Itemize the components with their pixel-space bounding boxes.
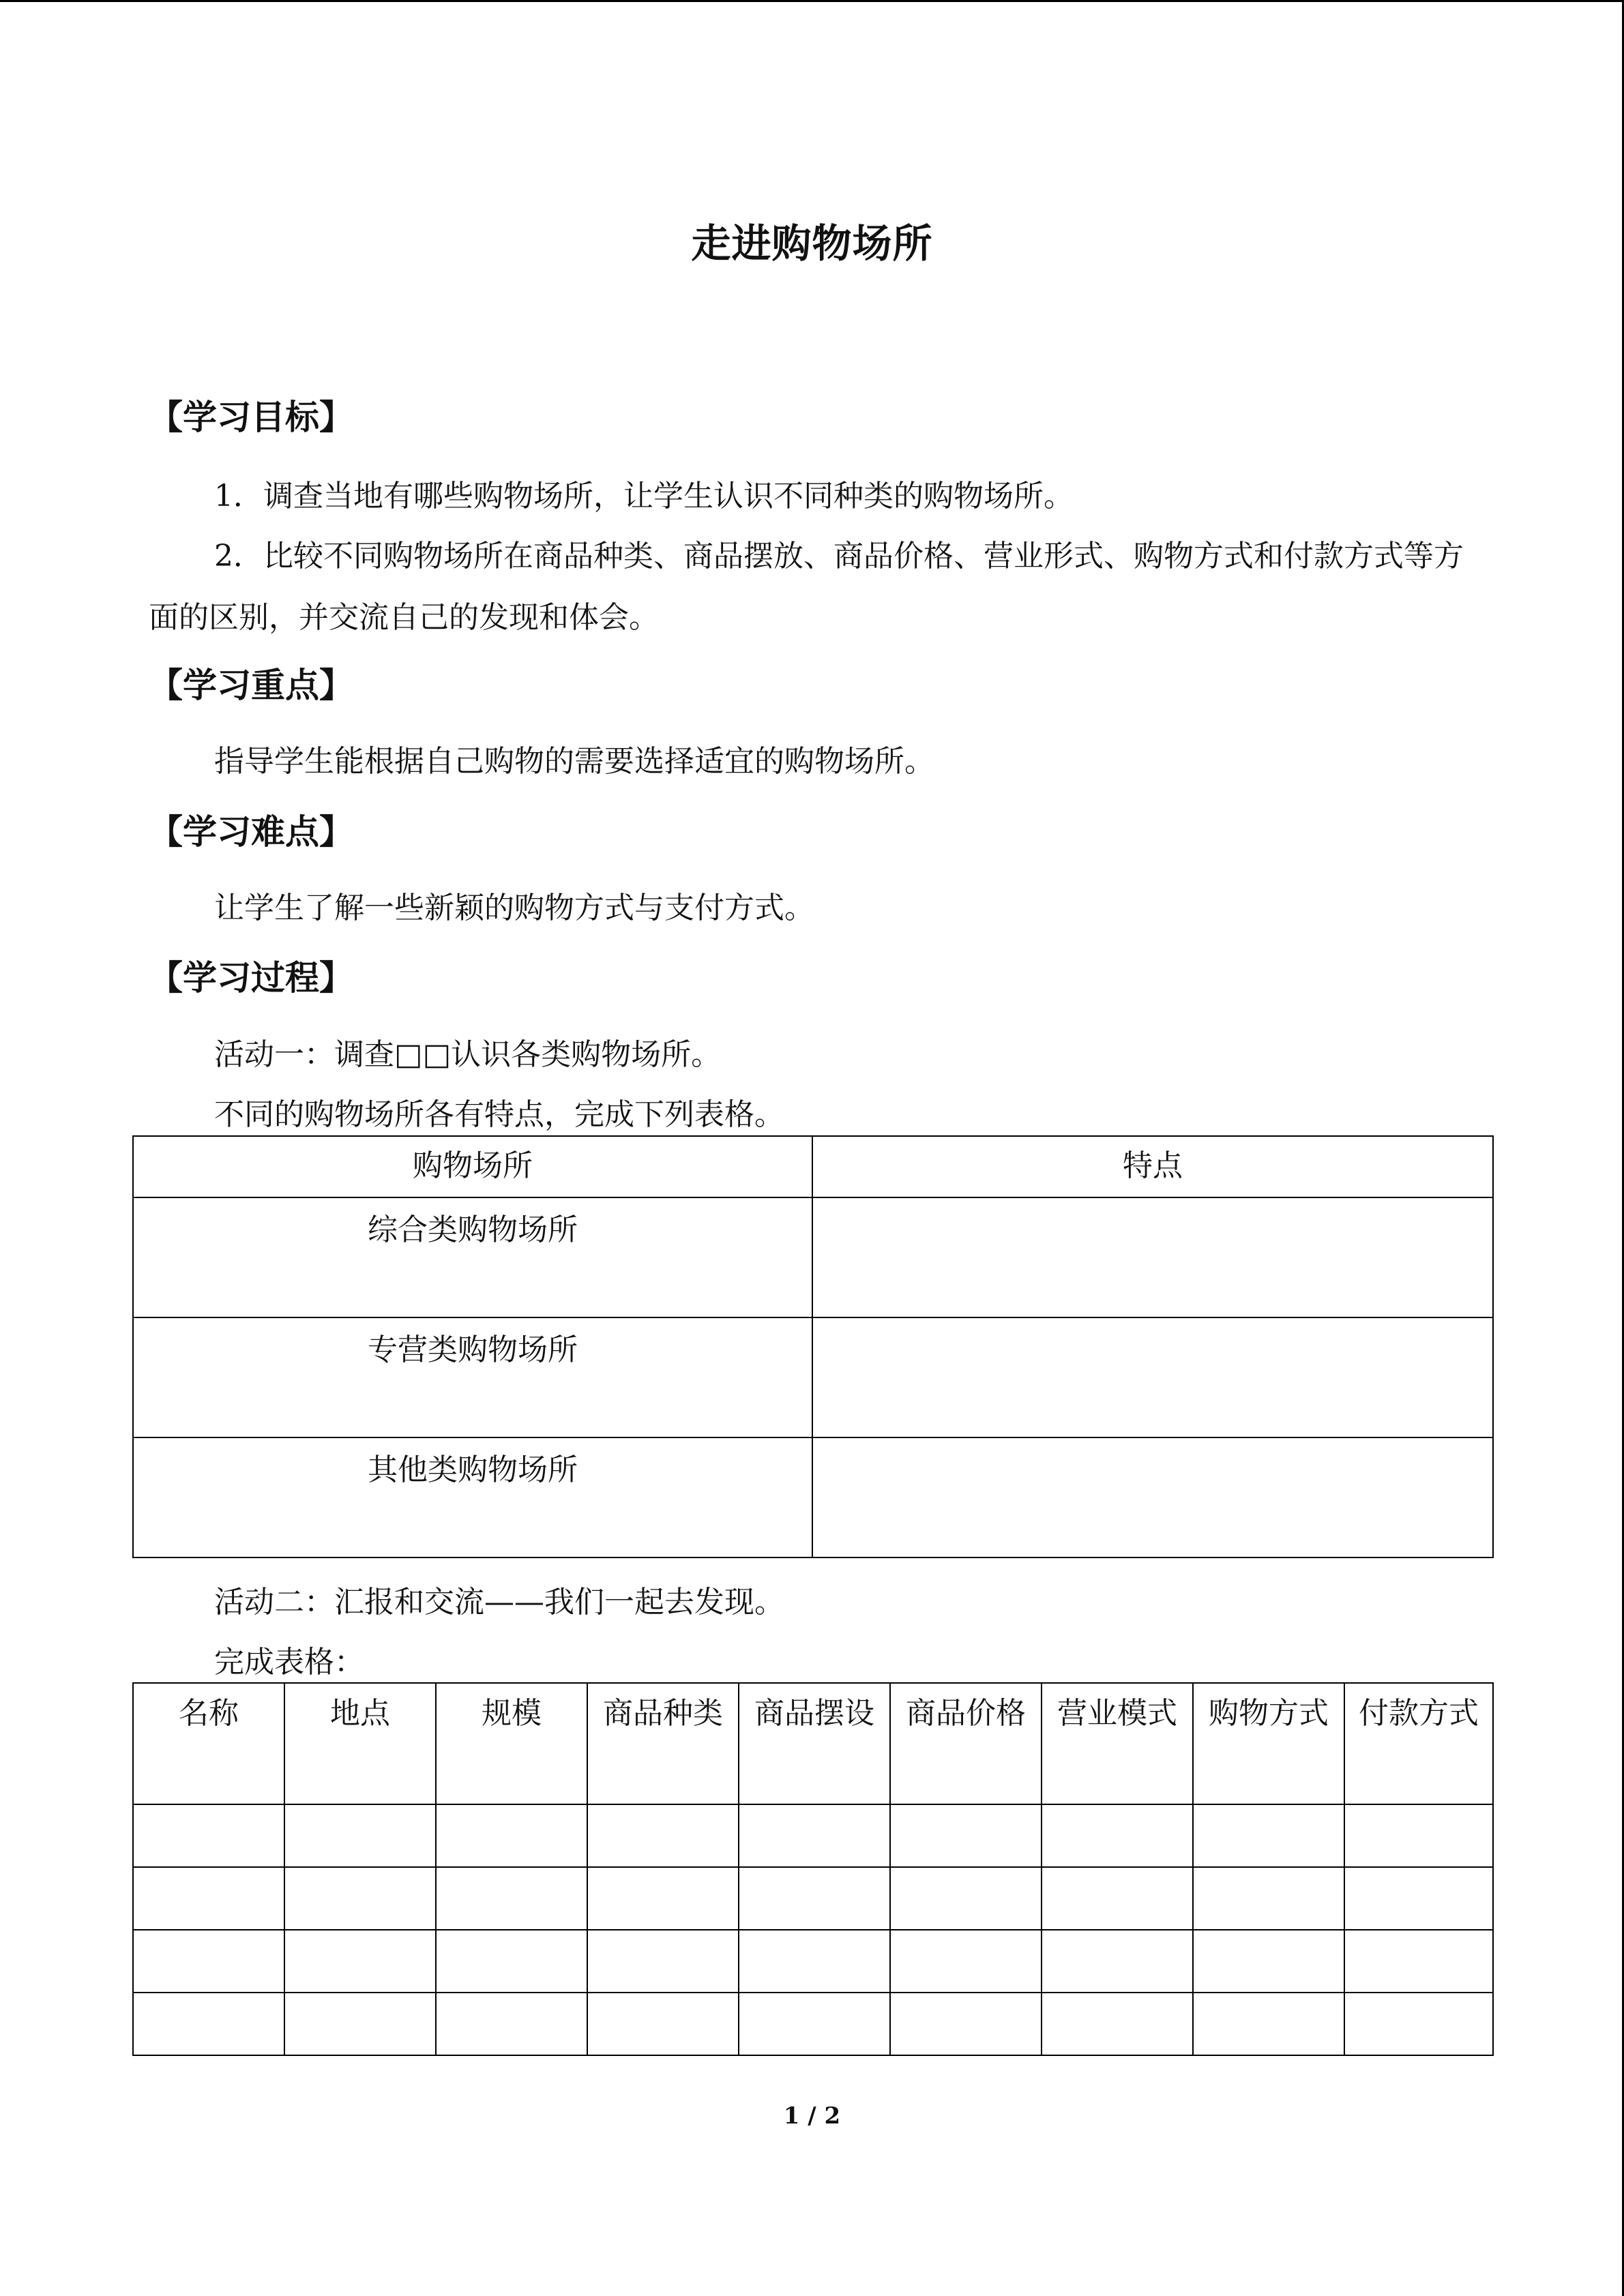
- table-row: [133, 1867, 1493, 1930]
- header-cell-shopping-place: 购物场所: [133, 1136, 812, 1197]
- table-cell[interactable]: [890, 1867, 1042, 1930]
- header-cell-features: 特点: [812, 1136, 1493, 1197]
- table-cell[interactable]: [284, 1930, 436, 1993]
- header-cell-business-mode: 营业模式: [1042, 1683, 1193, 1804]
- table-cell[interactable]: [436, 1930, 587, 1993]
- table-cell[interactable]: [1344, 1930, 1493, 1993]
- difficulties-text: 让学生了解一些新颖的购物方式与支付方式。: [214, 891, 814, 925]
- table-cell[interactable]: [1344, 1867, 1493, 1930]
- comparison-table: [132, 1682, 1494, 2056]
- table-cell[interactable]: [133, 1867, 284, 1930]
- table-cell[interactable]: [1344, 1993, 1493, 2055]
- header-cell-goods-display: 商品摆设: [739, 1683, 890, 1804]
- header-cell-location: 地点: [284, 1683, 436, 1804]
- table-cell[interactable]: [1193, 1930, 1344, 1993]
- features-input-cell[interactable]: [812, 1317, 1493, 1437]
- table-cell[interactable]: [1042, 1930, 1193, 1993]
- features-input-cell[interactable]: [812, 1437, 1493, 1557]
- table-cell[interactable]: [284, 1867, 436, 1930]
- header-cell-goods-price: 商品价格: [890, 1683, 1042, 1804]
- table-cell[interactable]: [1193, 1867, 1344, 1930]
- table-cell[interactable]: [1042, 1804, 1193, 1867]
- goal-item-1: 1．调查当地有哪些购物场所，让学生认识不同种类的购物场所。: [214, 479, 1074, 513]
- row-label-specialty: 专营类购物场所: [133, 1317, 812, 1437]
- table-cell[interactable]: [587, 1993, 739, 2055]
- shopping-place-table: [132, 1135, 1494, 1558]
- table-cell[interactable]: [133, 1804, 284, 1867]
- row-label-other: 其他类购物场所: [133, 1437, 812, 1557]
- table-cell[interactable]: [284, 1804, 436, 1867]
- document-title: 走进购物场所: [691, 220, 933, 267]
- activity-2-title: 活动二：汇报和交流——我们一起去发现。: [214, 1585, 784, 1620]
- heading-key-points: 【学习重点】: [149, 666, 353, 705]
- heading-learning-goals: 【学习目标】: [149, 398, 353, 437]
- table-cell[interactable]: [1193, 1804, 1344, 1867]
- table-row: [133, 1437, 1493, 1557]
- header-cell-goods-category: 商品种类: [587, 1683, 739, 1804]
- table-row: [133, 1930, 1493, 1993]
- table-cell[interactable]: [284, 1993, 436, 2055]
- table-cell[interactable]: [739, 1993, 890, 2055]
- table-cell[interactable]: [1042, 1867, 1193, 1930]
- header-cell-scale: 规模: [436, 1683, 587, 1804]
- header-cell-name: 名称: [133, 1683, 284, 1804]
- features-input-cell[interactable]: [812, 1197, 1493, 1317]
- activity-1-title: 活动一：调查□□认识各类购物场所。: [214, 1037, 722, 1072]
- table-cell[interactable]: [436, 1993, 587, 2055]
- table-cell[interactable]: [890, 1993, 1042, 2055]
- table-cell[interactable]: [133, 1930, 284, 1993]
- table-cell[interactable]: [1042, 1993, 1193, 2055]
- table-cell[interactable]: [1344, 1804, 1493, 1867]
- table-cell[interactable]: [890, 1930, 1042, 1993]
- table-cell[interactable]: [739, 1867, 890, 1930]
- page-number: 1 / 2: [783, 2102, 841, 2130]
- table-cell[interactable]: [587, 1930, 739, 1993]
- table-cell[interactable]: [890, 1804, 1042, 1867]
- table-row: [133, 1317, 1493, 1437]
- table-header-row: [133, 1683, 1493, 1804]
- table-row: [133, 1197, 1493, 1317]
- activity-2-instruction: 完成表格：: [214, 1645, 364, 1680]
- header-cell-shopping-method: 购物方式: [1193, 1683, 1344, 1804]
- table-row: [133, 1993, 1493, 2055]
- table-cell[interactable]: [739, 1804, 890, 1867]
- goal-item-2: 2．比较不同购物场所在商品种类、商品摆放、商品价格、营业形式、购物方式和付款方式等方面的区别，并交流自己的发现和体会。: [149, 539, 1464, 635]
- table-header-row: [133, 1136, 1493, 1197]
- heading-learning-process: 【学习过程】: [149, 958, 353, 998]
- table-cell[interactable]: [436, 1867, 587, 1930]
- table-cell[interactable]: [436, 1804, 587, 1867]
- row-label-comprehensive: 综合类购物场所: [133, 1197, 812, 1317]
- table-row: [133, 1804, 1493, 1867]
- page-top-border: [0, 0, 1624, 2]
- activity-1-instruction: 不同的购物场所各有特点，完成下列表格。: [214, 1097, 784, 1132]
- table-cell[interactable]: [1193, 1993, 1344, 2055]
- header-cell-payment-method: 付款方式: [1344, 1683, 1493, 1804]
- key-points-text: 指导学生能根据自己购物的需要选择适宜的购物场所。: [214, 744, 934, 779]
- table-cell[interactable]: [587, 1867, 739, 1930]
- table-cell[interactable]: [587, 1804, 739, 1867]
- table-cell[interactable]: [133, 1993, 284, 2055]
- table-cell[interactable]: [739, 1930, 890, 1993]
- heading-difficulties: 【学习难点】: [149, 812, 353, 852]
